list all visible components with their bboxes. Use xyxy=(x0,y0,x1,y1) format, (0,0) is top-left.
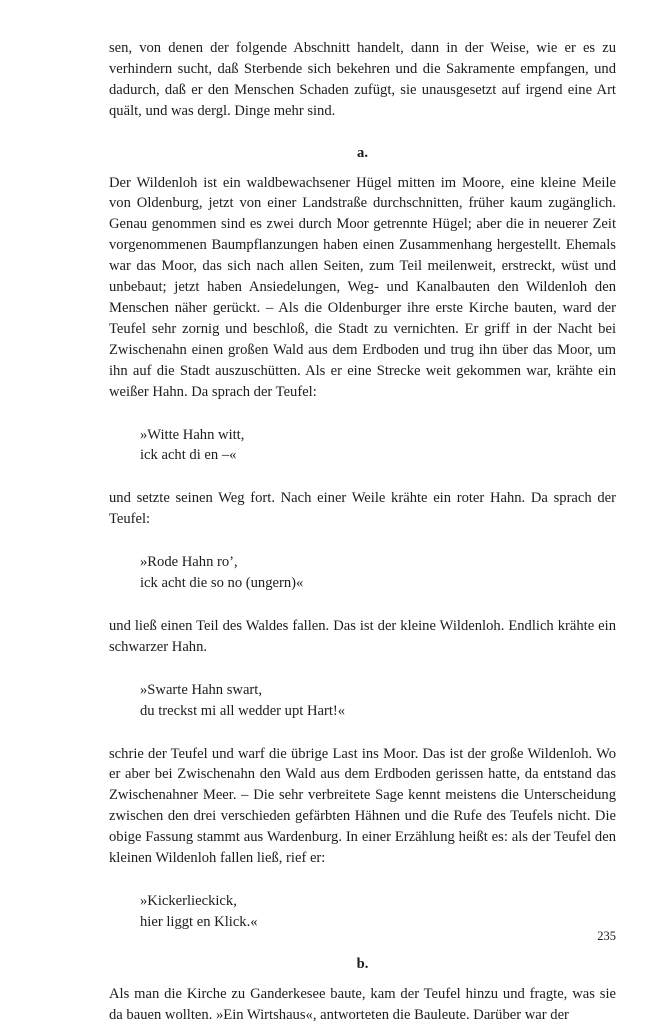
section-a-paragraph-1: Der Wildenloh ist ein waldbewachsener Hügel mitten im Moore, eine kleine Meile von Oldenburg, jetzt von einer Landstraße durchschnitten, früher kaum zugänglich. Genau genommen sind es zwei durch Moor getrennte Hügel; aber die in neuerer Zeit vorgenommenen Baumpflanzungen haben einen Zusammenhang hergestellt. Ehemals war das Moor, das sich nach allen Seiten, zum Teil meilenweit, erstreckt, wüst und unbebaut; jetzt haben Ansiedelungen, Weg- und Kanalbauten den Wildenloh den Menschen näher gerückt. – Als die Oldenburger ihre erste Kirche bauten, ward der Teufel sehr zornig und beschloß, die Stadt zu vernichten. Er griff in der Nacht bei Zwischenahn einen großen Wald aus dem Erdboden und trug ihn über das Moor, um ihn auf die Stadt auszuschütten. Als er eine Strecke weit gekommen war, krähte ein weißer Hahn. Da sprach der Teufel: xyxy=(109,174,616,400)
verse-line: »Witte Hahn witt, xyxy=(140,426,245,443)
verse-line: »Kickerlieckick, xyxy=(140,893,237,909)
verse-line: »Swarte Hahn swart, xyxy=(140,681,262,698)
section-a-paragraph-2: und setzte seinen Weg fort. Nach einer Weile krähte ein roter Hahn. Da sprach der Teufel: xyxy=(109,490,616,528)
section-b-paragraph-1: Als man die Kirche zu Ganderkesee baute, kam der Teufel hinzu und fragte, was sie da bauen wollten. »Ein Wirtshaus«, antworteten die Bauleute. Darüber war der xyxy=(109,985,616,1023)
verse-line: ick acht di en –« xyxy=(140,447,237,464)
verse-line: du treckst mi all wedder upt Hart!« xyxy=(140,702,346,719)
verse-line: hier liggt en Klick.« xyxy=(140,913,258,930)
verse-line: ick acht die so no (ungern)« xyxy=(140,575,304,592)
intro-paragraph: sen, von denen der folgende Abschnitt handelt, dann in der Weise, wie er es zu verhindern sucht, daß Sterbende sich bekehren und die Sakramente empfangen, und dadurch, daß er den Menschen Schaden zufügt, sie unausgesetzt auf irgend eine Art quält, und was dergl. Dinge mehr sind. xyxy=(109,40,616,119)
page-number: 235 xyxy=(597,929,616,943)
section-a-paragraph-4: schrie der Teufel und warf die übrige Last ins Moor. Das ist der große Wildenloh. Wo er aber bei Zwischenahn den Wald aus dem Erdboden gerissen hatte, da entstand das Zwischenahner Meer. – Die sehr verbreitete Sage kennt meistens die Unterscheidung zwischen den drei verschieden gefärbten Hähnen und die Rufe des Teufels nicht. Die obige Fassung stammt aus Wardenburg. In einer Erzählung heißt es: als der Teufel den kleinen Wildenloh fallen ließ, rief er: xyxy=(109,745,616,867)
verse-3 xyxy=(140,680,616,722)
verse-1 xyxy=(140,425,616,467)
section-heading-b: b. xyxy=(356,955,369,972)
verse-2 xyxy=(140,552,616,594)
section-a-paragraph-3: und ließ einen Teil des Waldes fallen. Das ist der kleine Wildenloh. Endlich krähte ein schwarzer Hahn. xyxy=(109,617,616,655)
section-heading-a: a. xyxy=(357,144,368,161)
page-body xyxy=(109,38,616,1026)
verse-4 xyxy=(140,891,616,933)
verse-line: »Rode Hahn ro’, xyxy=(140,554,238,571)
